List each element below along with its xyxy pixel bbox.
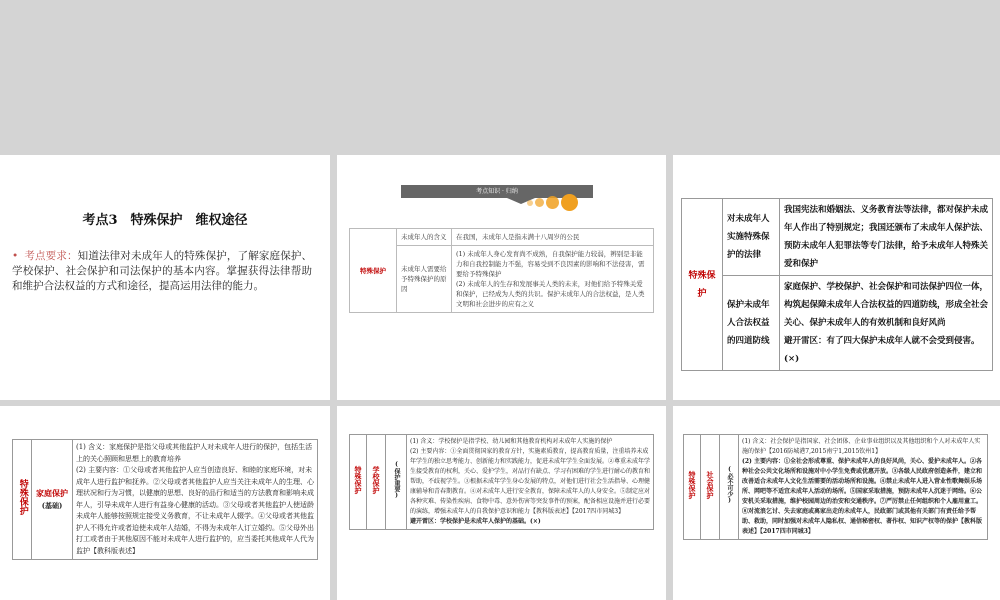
slide-4[interactable]: [0, 406, 330, 600]
category-note: (保护重要): [393, 461, 400, 499]
knowledge-table: [349, 434, 654, 530]
requirement-label: 考点要求：: [24, 250, 78, 262]
paragraph: (1) 含义：家庭保护是指父母或其他监护人对未成年人进行的保护，包括生活上的关心照顾和思想上的教育培养: [76, 443, 313, 463]
paragraph: 家庭保护、学校保护、社会保护和司法保护四位一体，构筑起保障未成年人合法权益的四道防线，形成全社会关心、保护未成年人的有效机制和良好风尚: [784, 282, 989, 328]
knowledge-table: [349, 228, 654, 313]
cell-text: [780, 276, 993, 371]
cell-label: 保护未成年人合法权益的四道防线: [723, 276, 780, 371]
category-note: (基础): [41, 500, 63, 510]
slide-2[interactable]: [337, 155, 666, 400]
exam-requirement: [12, 249, 312, 294]
cell-label: 未成年人需要给予特殊保护的原因: [397, 246, 452, 313]
cell-label: 未成年人的含义: [397, 229, 452, 246]
paragraph: (1) 未成年人身心发育尚不成熟，自我保护能力较弱，辨别是非能力和自我控制能力不强，容易受到不良因素的影响和不法侵害，需要给予特殊保护: [456, 250, 645, 278]
cell-text: [73, 440, 318, 560]
row-header: 特殊保护: [350, 229, 397, 313]
avoid-pitfall-note: 避开雷区：学校保护是未成年人保护的基础。(×): [410, 518, 541, 525]
knowledge-table: [681, 198, 993, 371]
row-header: 特殊保护: [682, 199, 723, 371]
cell-text: 我国宪法和婚姻法、义务教育法等法律，都对保护未成年人作出了特别规定；我国还颁布了未成年人保护法、预防未成年人犯罪法等专门法律，给予未成年人特殊关爱和保护: [780, 199, 993, 276]
category-note: (必不可少): [726, 466, 733, 504]
requirement-text: 知道法律对未成年人的特殊保护，了解家庭保护、学校保护、社会保护和司法保护的基本内容。掌握获得法律帮助和维护合法权益的方式和途径，提高运用法律的能力。: [12, 250, 313, 292]
slide-1[interactable]: [0, 155, 330, 400]
slide-5[interactable]: [337, 406, 666, 600]
row-header: 特殊保护: [17, 479, 28, 516]
paragraph: (2) 未成年人的生存和发展事关人类的未来，对他们给予特殊关爱和保护，已经成为人类的共识。保护未成年人的合法权益，是人类文明和社会进步的应有之义: [456, 280, 645, 308]
row-header: 特殊保护: [688, 471, 697, 499]
slide-title: 考点3 特殊保护 维权途径: [82, 213, 248, 228]
avoid-pitfall-note: 避开雷区：有了四大保护未成年人就不会受到侵害。(×): [784, 336, 980, 364]
knowledge-table: [683, 434, 988, 540]
decorative-dots-icon: [527, 192, 589, 220]
paragraph: (1) 含义：社会保护是指国家、社会团体、企业事业组织以及其他组织和个人对未成年人实施的保护【2016防城港7,2015南宁1,2015钦州1】: [742, 438, 981, 455]
knowledge-table: [12, 439, 318, 560]
category-label: 学校保护: [372, 466, 381, 494]
row-header: 特殊保护: [354, 466, 363, 494]
paragraph: (1) 含义：学校保护是指学校、幼儿园和其他教育机构对未成年人实施的保护: [410, 438, 613, 445]
cell-text: [452, 246, 654, 313]
bullet-icon: •: [12, 250, 19, 262]
cell-text: [739, 435, 988, 540]
slide-3[interactable]: [673, 155, 1000, 400]
slide-6[interactable]: [673, 406, 1000, 600]
cell-text: [407, 435, 654, 530]
paragraph: (2) 主要内容：①全面贯彻国家的教育方针，实施素质教育，提高教育质量，注重培养未成年学生的独立思考能力、创新能力和实践能力，促进未成年学生全面发展。②尊重未成年学生接受教育的权利，关心、爱护学生，对品行有缺点、学习有困难的学生进行耐心的教育和帮助，不歧视学生。③根据未成年学生身心发展的特点，对他们进行社会生活指导、心理健康辅导和青春期教育。④对未成年人进行安全教育，保障未成年人的人身安全。⑤制定应对各种灾难、传染性疾病、食物中毒、意外伤害等突发事件的预案，配备相应设施并进行必要的演练，增强未成年人的自我保护意识和能力【教科版表述】【2017四市同城3】: [410, 448, 651, 515]
section-banner: 考点知识 · 归纳: [401, 185, 593, 198]
category-label: 社会保护: [706, 471, 715, 499]
paragraph: (2) 主要内容：①全社会形成尊重、保护未成年人的良好风尚，关心、爱护未成年人。②各种社会公共文化场所和设施对中小学生免费或优惠开放。③各级人民政府创造条件，建立和改善适合未成年人文化生活需要的活动场所和设施。④禁止未成年人进入营业性歌舞娱乐场所、网吧等不适宜未成年人活动的场所。⑤国家采取措施，预防未成年人沉迷于网络。⑥公安机关采取措施，维护校园周边的治安和交通秩序。⑦严厉禁止任何组织和个人雇用童工。⑧对流浪乞讨、失去家庭或离家出走的未成年人，民政部门或其他有关部门有责任给予帮助、救助，同时加强对未成年人隐私权、通信秘密权、著作权、知识产权等的保护【教科版表述】【2017四市同城3】: [742, 458, 983, 535]
cell-label: 对未成年人实施特殊保护的法律: [723, 199, 780, 276]
category-label: 家庭保护: [36, 488, 68, 498]
cell-text: 在我国，未成年人是指未满十八周岁的公民: [452, 229, 654, 246]
paragraph: (2) 主要内容：①父母或者其他监护人应当创造良好、和睦的家庭环境，对未成年人进行监护和抚养。②父母或者其他监护人应当关注未成年人的生理、心理状况和行为习惯，以健康的思想、良好的品行和适当的方法教育和影响未成年人，引导未成年人进行有益身心健康的活动。③父母或者其他监护人使适龄未成年人能够按照规定接受义务教育，不让未成年人辍学。④父母或者其他监护人不得允许或者迫使未成年人结婚，不得为未成年人订立婚约。⑤父母外出打工或者由于其他原因不能对未成年人进行监护的，应当委托其他成年人代为监护【教科版表述】: [76, 466, 314, 555]
